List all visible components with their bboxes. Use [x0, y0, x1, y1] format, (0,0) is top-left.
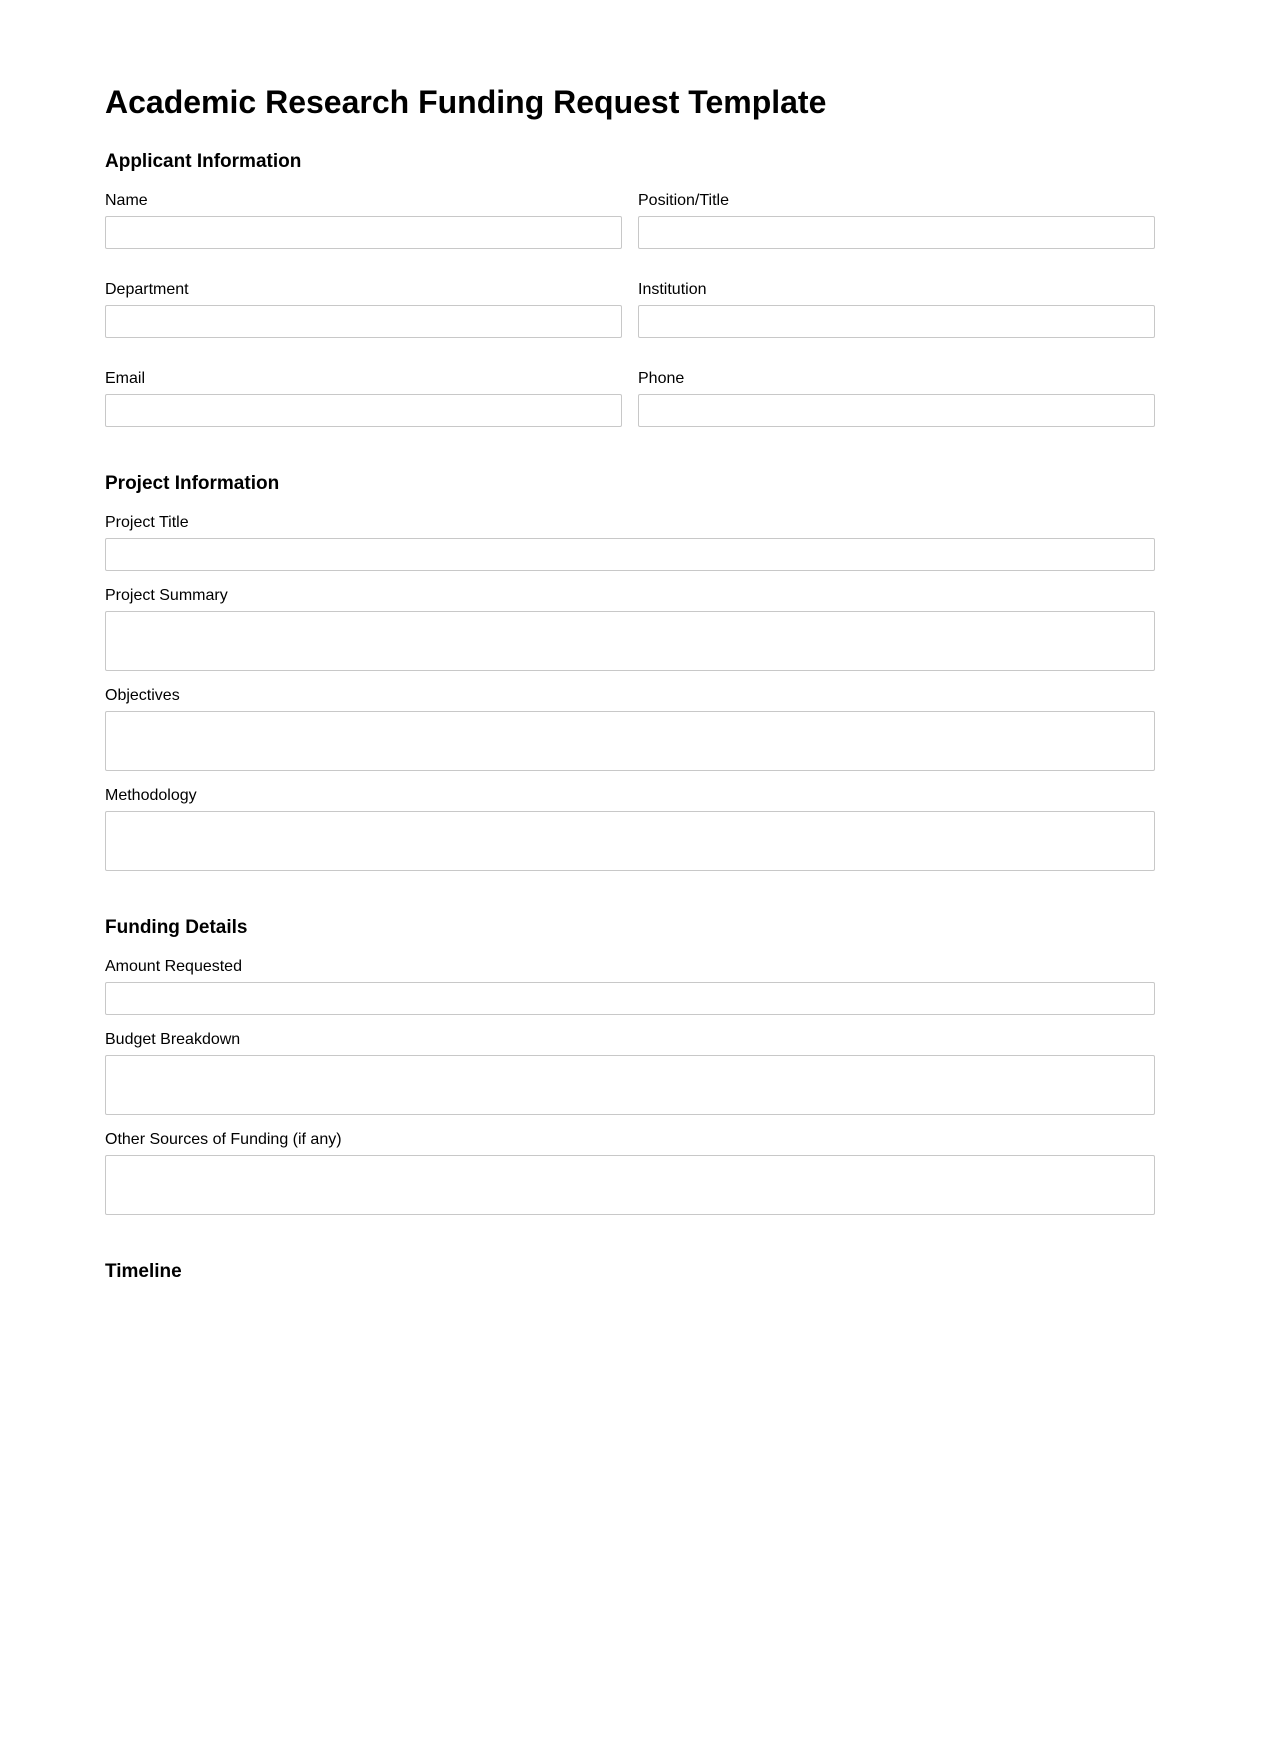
phone-input[interactable] [638, 394, 1155, 427]
email-label: Email [105, 370, 146, 387]
amount-requested-input[interactable] [105, 982, 1155, 1015]
budget-breakdown-textarea[interactable] [105, 1055, 1155, 1115]
timeline-heading: Timeline [105, 1261, 182, 1282]
project-information-heading: Project Information [105, 473, 280, 494]
project-summary-label: Project Summary [105, 587, 228, 604]
position-title-input[interactable] [638, 216, 1155, 249]
objectives-label: Objectives [105, 687, 180, 704]
amount-requested-label: Amount Requested [105, 958, 242, 975]
position-title-label: Position/Title [638, 192, 729, 209]
project-title-label: Project Title [105, 514, 189, 531]
page-title: Academic Research Funding Request Template [105, 84, 827, 120]
phone-label: Phone [638, 370, 685, 387]
objectives-textarea[interactable] [105, 711, 1155, 771]
project-title-input[interactable] [105, 538, 1155, 571]
other-sources-textarea[interactable] [105, 1155, 1155, 1215]
institution-input[interactable] [638, 305, 1155, 338]
project-summary-textarea[interactable] [105, 611, 1155, 671]
name-input[interactable] [105, 216, 622, 249]
name-label: Name [105, 192, 148, 209]
institution-label: Institution [638, 281, 707, 298]
department-label: Department [105, 281, 189, 298]
other-sources-label: Other Sources of Funding (if any) [105, 1131, 342, 1148]
funding-details-heading: Funding Details [105, 917, 248, 938]
methodology-textarea[interactable] [105, 811, 1155, 871]
applicant-information-heading: Applicant Information [105, 151, 302, 172]
department-input[interactable] [105, 305, 622, 338]
methodology-label: Methodology [105, 787, 197, 804]
budget-breakdown-label: Budget Breakdown [105, 1031, 241, 1048]
email-input[interactable] [105, 394, 622, 427]
